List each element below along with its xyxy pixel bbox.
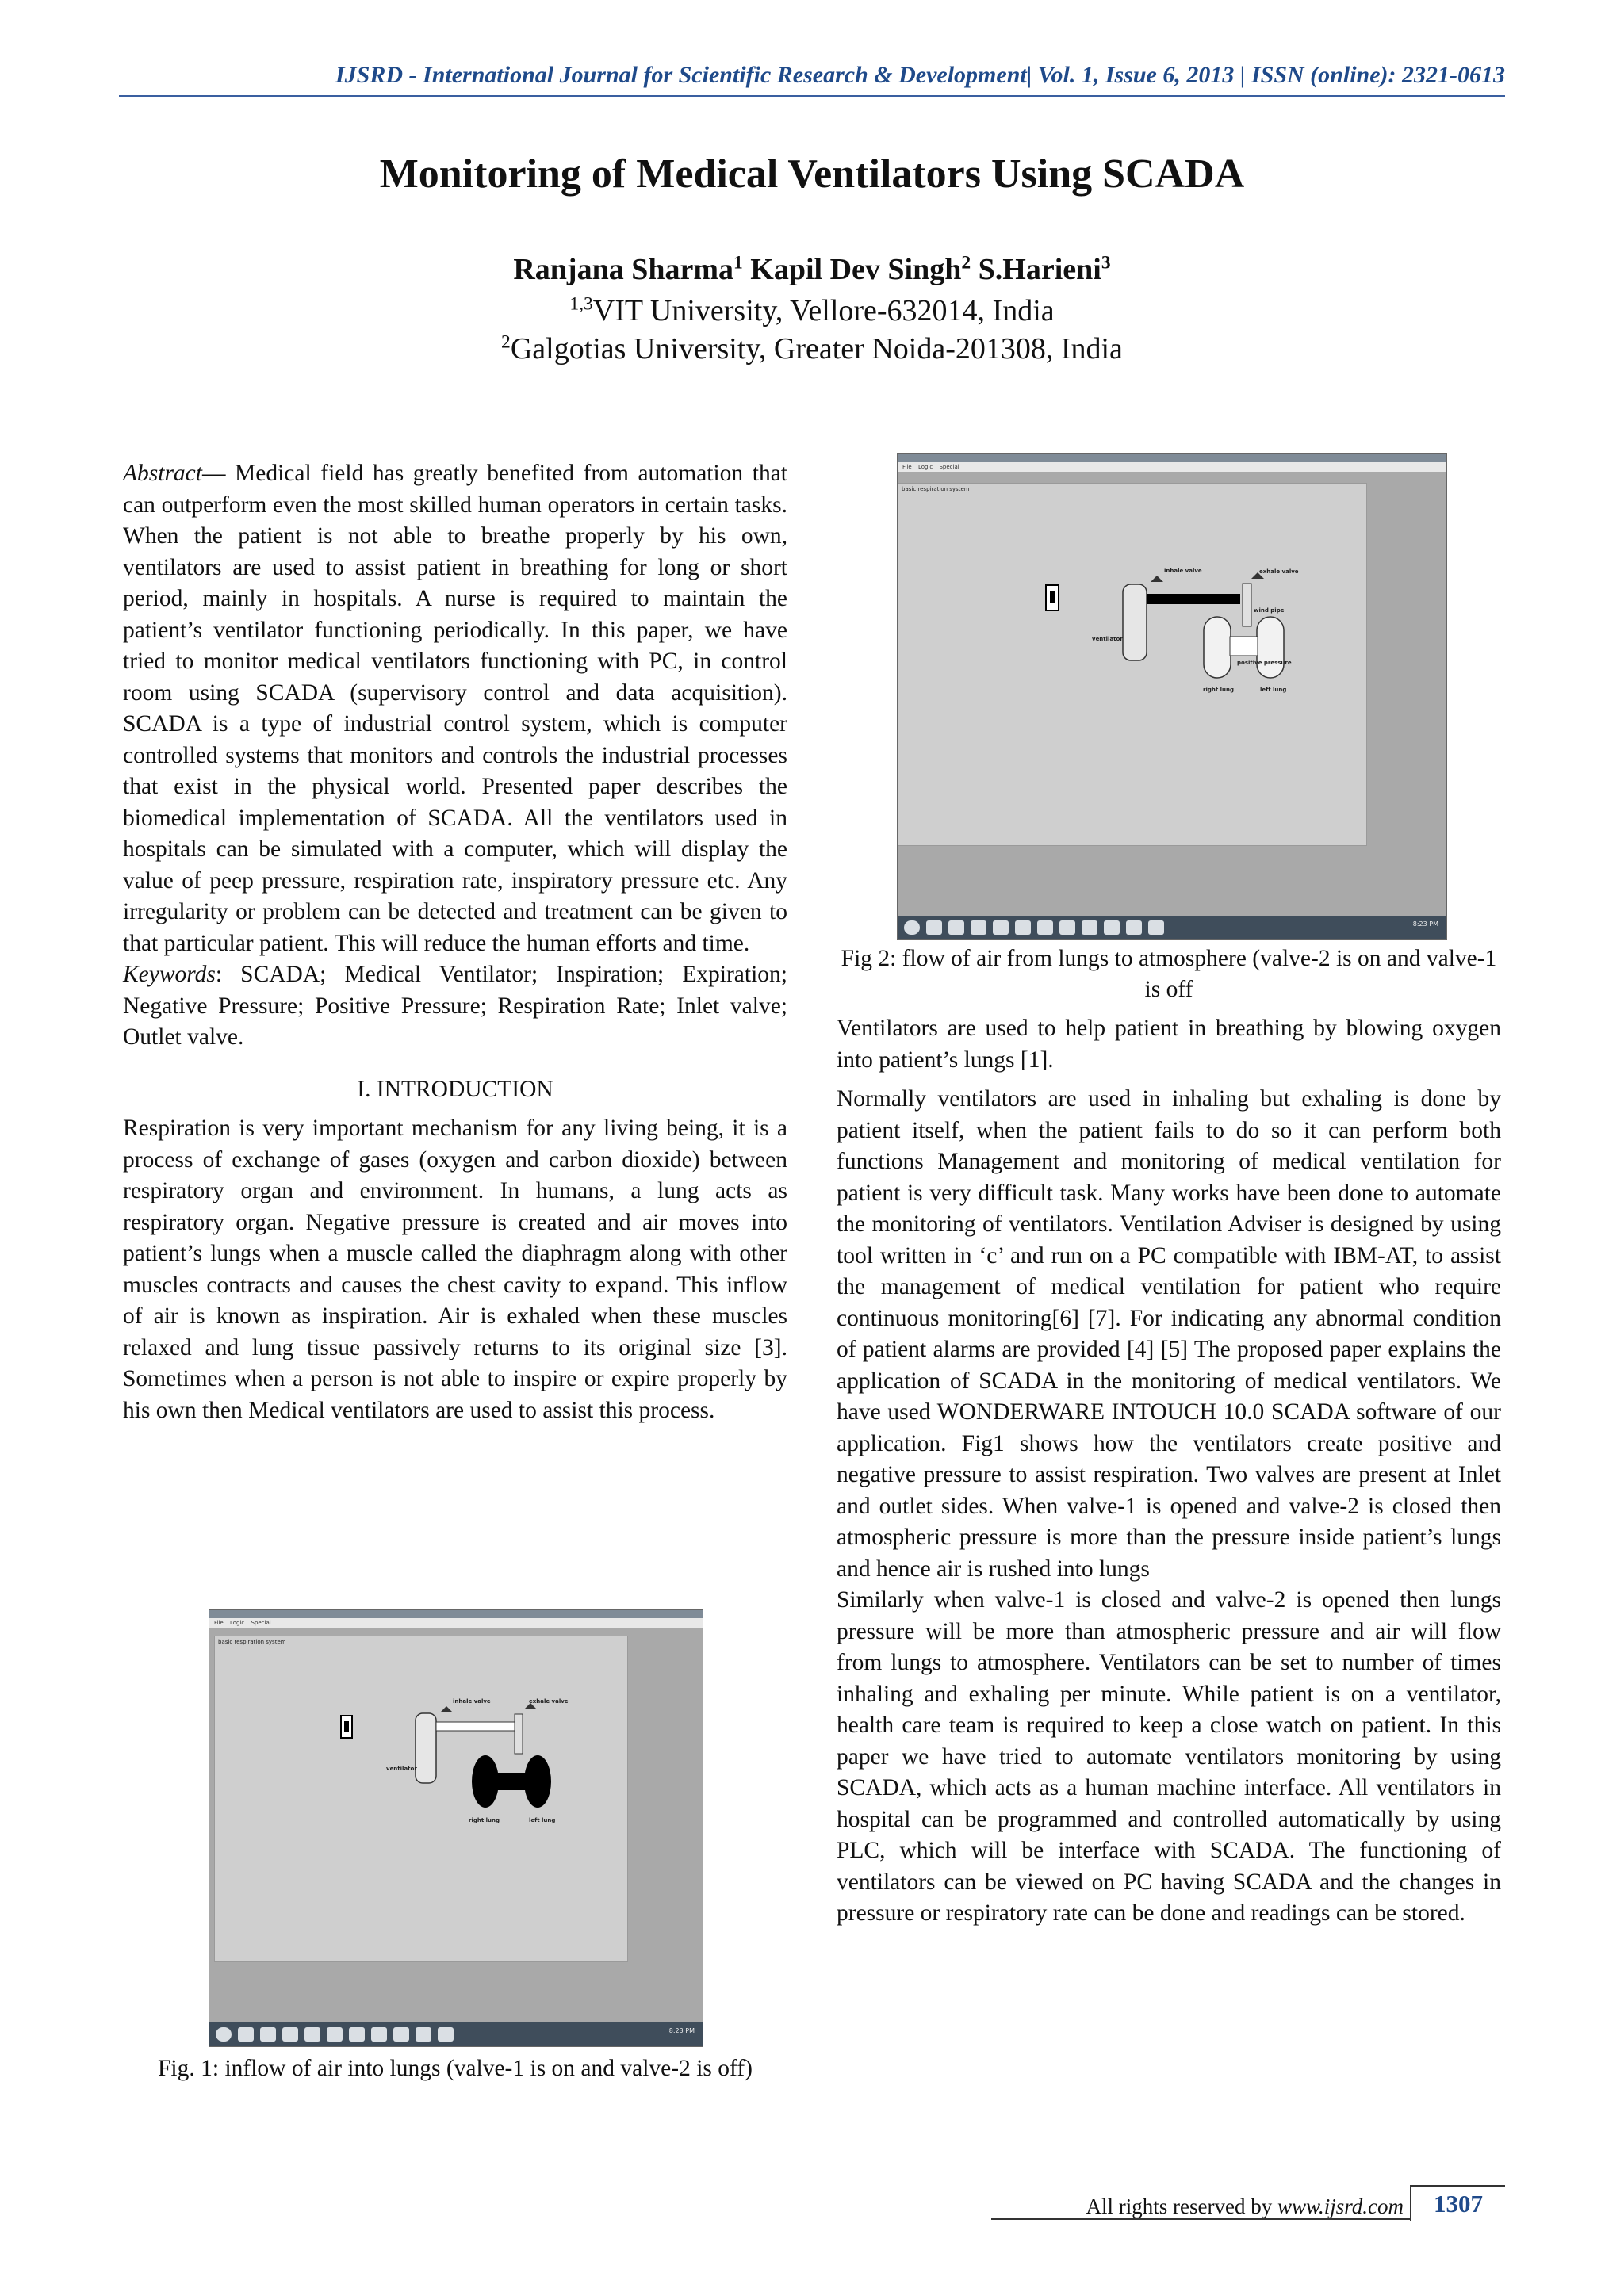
affiliation-2-sup: 2 <box>501 331 511 353</box>
label-ventilator: ventilator <box>386 1766 417 1772</box>
keywords <box>123 959 787 1054</box>
air-pipe <box>1147 594 1240 604</box>
taskbar-icon <box>926 920 942 935</box>
right-paragraph-2: Normally ventilators are used in inhaling but exhaling is done by patient itself, when the patient fails to do so it can perform both functions Management and monitoring of medical ventilation for patient is very difficult task. Many works have been done to automate the monitoring of ventilators. Ventilation Adviser is designed by using tool written in ‘c’ and run on a PC compatible with IBM-AT, to assist the management of medical ventilation for patient who require continuous monitoring[6] [7]. For indicating any abnormal condition of patient alarms are provided [4] [5] The proposed paper explains the application of SCADA in the monitoring of medical ventilators. We have used WONDERWARE INTOUCH 10.0 SCADA software of our application. Fig1 shows how the ventilators create positive and negative pressure to assist respiration. Two valves are present at Inlet and outlet sides. When valve-1 is opened and valve-2 is closed then atmospheric pressure is more than the pressure inside patient’s lungs and hence air is rushed into lungs <box>837 1086 1501 1582</box>
section-heading-introduction: I. INTRODUCTION <box>357 1076 553 1102</box>
scada-canvas <box>214 1636 628 1962</box>
taskbar-icon <box>1059 920 1075 935</box>
right-column <box>837 1013 1501 1930</box>
affiliation-1-sup: 1,3 <box>569 293 593 315</box>
figure-1-caption: Fig. 1: inflow of air into lungs (valve-1 is on and valve-2 is off) <box>158 2056 753 2081</box>
inhale-valve-icon <box>1151 576 1163 582</box>
abstract-text: Medical field has greatly benefited from automation that can outperform even the most skilled human operators in certain tasks. When the patient is not able to breathe properly by his own, ventilators are used to assist patient in breathing for long or short period, mainly in hospitals. A nurse is required to maintain the patient’s ventilator functioning periodically. In this paper, we have tried to monitor medical ventilators functioning with PC, in control room using SCADA (supervisory control and data acquisition). SCADA is a type of industrial control system, which is computer controlled systems that monitors and controls the industrial processes that exist in the physical world. Presented paper describes the biomedical implementation of SCADA. All the ventilators used in hospitals can be simulated with a computer, which will display the value of peep pressure, respiration rate, inspiratory pressure etc. Any irregularity or problem can be detected and treatment can be given to that particular patient. This will reduce the human efforts and time. <box>123 461 787 956</box>
label-positive-pressure: positive pressure <box>1237 660 1292 666</box>
wind-pipe <box>515 1714 523 1754</box>
left-column <box>123 458 787 1426</box>
footer-rule <box>991 2218 1410 2220</box>
taskbar-icon <box>238 2027 254 2042</box>
taskbar-icon <box>393 2027 409 2042</box>
label-inhale-valve: inhale valve <box>453 1698 491 1705</box>
label-exhale-valve: exhale valve <box>529 1698 569 1705</box>
right-lung-icon <box>472 1755 499 1808</box>
paper-title: Monitoring of Medical Ventilators Using SCADA <box>379 151 1245 197</box>
canvas-title: basic respiration system <box>902 486 970 492</box>
window-titlebar <box>898 454 1446 462</box>
window-titlebar <box>209 1610 703 1618</box>
label-ventilator: ventilator <box>1092 636 1123 642</box>
author-2-sup: 2 <box>961 252 971 274</box>
label-right-lung: right lung <box>1203 687 1235 693</box>
menu-file: File <box>902 464 912 470</box>
abstract <box>123 458 787 959</box>
windows-taskbar <box>898 916 1446 939</box>
label-left-lung: left lung <box>1260 687 1287 693</box>
taskbar-clock: 8:23 PM <box>668 2027 695 2034</box>
taskbar-icon <box>327 2027 343 2042</box>
left-lung-icon <box>1257 617 1284 678</box>
taskbar-icon <box>971 920 986 935</box>
author-1-sup: 1 <box>733 252 743 274</box>
figure-2-screenshot <box>897 453 1447 940</box>
header-rule <box>119 95 1505 97</box>
label-left-lung: left lung <box>529 1817 556 1823</box>
start-button <box>216 2027 232 2042</box>
taskbar-icon <box>304 2027 320 2042</box>
taskbar-clock: 8:23 PM <box>1412 920 1438 928</box>
start-button <box>904 920 920 935</box>
right-paragraph-3: Similarly when valve-1 is closed and valve-2 is opened then lungs pressure will be more than atmospheric pressure and air will flow from lungs to atmosphere. Ventilators can be set to number of times inhaling and exhaling per minute. While patient is on a ventilator, health care team is required to keep a close watch on patient. In this paper we have tried to automate ventilators monitoring by using SCADA, which acts as a human machine interface. All ventilators in hospital can be programmed and controlled automatically by using PLC, which will be interface with SCADA. The functioning of ventilators can be viewed on PC having SCADA and the changes in pressure or respiratory rate can be done and readings can be stored. <box>837 1587 1501 1926</box>
ventilator-diagram <box>215 1636 627 1961</box>
taskbar-icon <box>371 2027 387 2042</box>
ventilator-cylinder <box>1123 584 1147 660</box>
abstract-dash: — <box>201 461 226 486</box>
scada-canvas <box>898 483 1367 846</box>
right-lung-icon <box>1204 617 1231 678</box>
menu-special: Special <box>251 1620 271 1626</box>
journal-header: IJSRD - International Journal for Scientific Research & Development| Vol. 1, Issue 6, 2013 | ISSN (online): 2321-0613 <box>335 62 1505 88</box>
positive-pressure-chamber <box>1230 637 1258 656</box>
abstract-label: Abstract <box>123 461 202 486</box>
keywords-label: Keywords <box>123 962 216 987</box>
footer-rights <box>991 2195 1404 2219</box>
canvas-title: basic respiration system <box>218 1639 286 1645</box>
taskbar-icon <box>438 2027 454 2042</box>
taskbar-icon <box>349 2027 365 2042</box>
affiliation-1 <box>0 293 1624 328</box>
keywords-text: : SCADA; Medical Ventilator; Inspiration; Expiration; Negative Pressure; Positive Pressure; Respiration Rate; Inlet valve; Outlet valve. <box>123 962 787 1050</box>
author-line <box>0 252 1624 287</box>
page-number: 1307 <box>1410 2185 1505 2221</box>
taskbar-icon <box>1037 920 1053 935</box>
author-1: Ranjana Sharma <box>513 253 734 286</box>
taskbar-icon <box>1148 920 1164 935</box>
label-wind-pipe: wind pipe <box>1254 607 1285 614</box>
ventilator-cylinder <box>416 1713 436 1783</box>
taskbar-icon <box>282 2027 298 2042</box>
affiliation-2-text: Galgotias University, Greater Noida-201308, India <box>510 332 1123 365</box>
taskbar-icon <box>993 920 1009 935</box>
menu-logic: Logic <box>917 464 933 470</box>
switch-lever <box>344 1721 349 1732</box>
window-menubar <box>209 1618 703 1628</box>
lung-connector <box>497 1773 527 1790</box>
affiliation-1-text: VIT University, Vellore-632014, India <box>592 294 1055 327</box>
taskbar-icon <box>1104 920 1120 935</box>
author-2: Kapil Dev Singh <box>750 253 962 286</box>
switch-lever <box>1050 591 1055 603</box>
windows-taskbar <box>209 2022 703 2046</box>
window-menubar <box>898 462 1446 472</box>
label-inhale-valve: inhale valve <box>1164 568 1202 574</box>
ventilator-diagram <box>898 484 1366 845</box>
affiliation-2 <box>0 331 1624 366</box>
menu-file: File <box>214 1620 224 1626</box>
wind-pipe <box>1243 584 1251 626</box>
footer-site-link[interactable]: www.ijsrd.com <box>1277 2195 1404 2218</box>
label-exhale-valve: exhale valve <box>1259 568 1299 575</box>
taskbar-icon <box>416 2027 431 2042</box>
author-3-sup: 3 <box>1101 252 1111 274</box>
intro-paragraph: Respiration is very important mechanism for any living being, it is a process of exchange of gases (oxygen and carbon dioxide) between respiratory organ and environment. In humans, a lung acts as respiratory organ. Negative pressure is created and air moves into patient’s lungs when a muscle called the diaphragm along with other muscles contracts and causes the chest cavity to expand. This inflow of air is known as inspiration. Air is exhaled when these muscles relaxed and lung tissue passively returns to its original size [3]. Sometimes when a person is not able to inspire or expire properly by his own then Medical ventilators are used to assist this process. <box>123 1115 787 1423</box>
menu-logic: Logic <box>229 1620 245 1626</box>
label-right-lung: right lung <box>469 1817 500 1823</box>
figure-2-caption: Fig 2: flow of air from lungs to atmosphere (valve-2 is on and valve-1 is off <box>841 946 1497 1002</box>
author-3: S.Harieni <box>978 253 1101 286</box>
taskbar-icon <box>260 2027 276 2042</box>
taskbar-icon <box>1126 920 1142 935</box>
footer-prefix: All rights reserved by <box>1086 2195 1277 2218</box>
menu-special: Special <box>939 464 959 470</box>
left-lung-icon <box>524 1755 551 1808</box>
taskbar-icon <box>1082 920 1097 935</box>
taskbar-icon <box>948 920 964 935</box>
air-pipe <box>436 1722 522 1731</box>
right-paragraph-1: Ventilators are used to help patient in breathing by blowing oxygen into patient’s lungs [1]. <box>837 1016 1501 1073</box>
inhale-valve-icon <box>440 1706 453 1712</box>
figure-1-screenshot <box>209 1609 703 2047</box>
taskbar-icon <box>1015 920 1031 935</box>
